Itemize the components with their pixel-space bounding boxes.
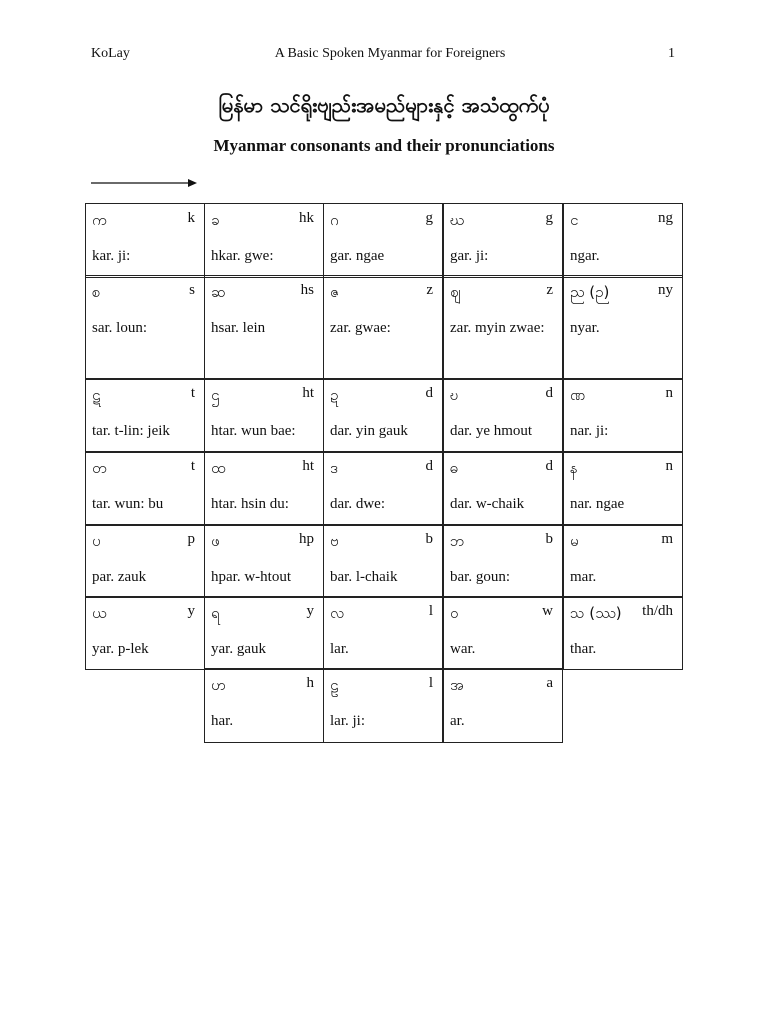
consonant-letter: ဏ (570, 386, 586, 404)
consonant-romanization: hp (299, 531, 314, 547)
consonant-name: gar. ngae (330, 248, 385, 264)
consonant-romanization: k (187, 210, 195, 226)
consonant-letter: မ (570, 532, 579, 550)
consonant-romanization: g (545, 210, 553, 226)
consonant-cell (204, 378, 324, 453)
consonant-cell (563, 378, 683, 453)
consonant-letter: င (570, 211, 579, 229)
consonant-romanization: p (187, 531, 195, 547)
consonant-letter: ဒ (330, 459, 338, 477)
consonant-name: tar. t-lin: jeik (92, 423, 170, 439)
consonant-name: dar. ye hmout (450, 423, 533, 439)
consonant-cell (323, 668, 443, 743)
page-number: 1 (668, 46, 675, 61)
consonant-romanization: hs (300, 282, 314, 298)
consonant-name: bar. goun: (450, 569, 510, 585)
consonant-romanization: z (546, 282, 553, 298)
consonant-letter: လ (330, 604, 345, 622)
consonant-letter: ဗ (330, 532, 339, 550)
consonant-name: htar. wun bae: (211, 423, 296, 439)
consonant-romanization: s (189, 282, 195, 298)
consonant-cell (443, 524, 563, 598)
consonant-cell (443, 275, 563, 380)
consonant-letter: အ (450, 676, 464, 694)
consonant-name: tar. wun: bu (92, 496, 164, 512)
consonant-romanization: n (665, 385, 673, 401)
consonant-name: nyar. (570, 320, 600, 336)
consonant-cell (563, 524, 683, 598)
consonant-romanization: d (545, 385, 553, 401)
right-arrow-icon (91, 177, 199, 189)
consonant-romanization: l (428, 675, 433, 691)
consonant-name: kar. ji: (92, 248, 131, 264)
consonant-cell (85, 596, 205, 670)
consonant-romanization: d (545, 458, 553, 474)
consonant-name: zar. gwae: (330, 320, 391, 336)
consonant-name: lar. (330, 641, 349, 657)
consonant-name: yar. gauk (211, 641, 266, 657)
consonant-letter: ဓ (450, 459, 459, 477)
consonant-letter: ဝ (450, 604, 459, 622)
consonant-name: htar. hsin du: (211, 496, 289, 512)
consonant-romanization: d (425, 458, 433, 474)
consonant-letter: ခ (211, 211, 220, 229)
consonant-romanization: b (545, 531, 553, 547)
consonant-letter: က (92, 211, 107, 229)
consonant-romanization: hk (299, 210, 314, 226)
consonant-romanization: ht (302, 458, 314, 474)
consonant-romanization: th/dh (642, 603, 673, 619)
header-book-title: A Basic Spoken Myanmar for Foreigners (274, 46, 506, 61)
consonant-cell (323, 596, 443, 670)
consonant-cell (204, 524, 324, 598)
consonant-name: ar. (450, 713, 465, 729)
consonant-name: sar. loun: (92, 320, 147, 336)
consonant-letter: ဃ (450, 211, 465, 229)
consonant-cell (443, 378, 563, 453)
consonant-name: har. (211, 713, 234, 729)
consonant-cell (85, 378, 205, 453)
consonant-letter: ယ (92, 604, 107, 622)
consonant-cell (563, 275, 683, 380)
consonant-romanization: t (190, 385, 195, 401)
consonant-romanization: h (306, 675, 314, 691)
consonant-romanization: t (190, 458, 195, 474)
consonant-name: mar. (570, 569, 597, 585)
consonant-name: dar. dwe: (330, 496, 385, 512)
consonant-cell (443, 203, 563, 278)
consonant-name: gar. ji: (450, 248, 489, 264)
consonant-letter: ဆ (211, 283, 226, 301)
consonant-romanization: w (542, 603, 553, 619)
consonant-name: ngar. (570, 248, 600, 264)
consonant-letter: ဍ (330, 386, 339, 404)
consonant-name: nar. ngae (570, 496, 625, 512)
consonant-romanization: a (546, 675, 553, 691)
consonant-romanization: m (661, 531, 673, 547)
consonant-letter: ဌ (211, 386, 220, 404)
consonant-romanization: ny (658, 282, 673, 298)
consonant-name: lar. ji: (330, 713, 365, 729)
consonant-name: thar. (570, 641, 597, 657)
consonant-romanization: ng (658, 210, 673, 226)
consonant-letter: စ (92, 283, 101, 301)
consonant-cell (443, 596, 563, 670)
consonant-romanization: b (425, 531, 433, 547)
consonant-cell (323, 524, 443, 598)
consonant-letter: ဟ (211, 676, 226, 694)
consonant-letter: ဠ (330, 676, 339, 694)
consonant-name: dar. w-chaik (450, 496, 525, 512)
consonant-romanization: g (425, 210, 433, 226)
consonant-cell (204, 203, 324, 278)
consonant-letter: ဂ (330, 211, 339, 229)
consonant-romanization: ht (302, 385, 314, 401)
consonant-letter: ဖ (211, 532, 220, 550)
consonant-letter: ည (ဉ) (570, 283, 610, 301)
header-author: KoLay (91, 46, 130, 61)
consonant-letter: ဇ (330, 283, 339, 301)
consonant-cell (323, 203, 443, 278)
consonant-cell (85, 524, 205, 598)
consonant-name: nar. ji: (570, 423, 609, 439)
consonant-romanization: y (306, 603, 314, 619)
consonant-letter: ဎ (450, 386, 459, 404)
consonant-name: war. (450, 641, 476, 657)
consonant-romanization: d (425, 385, 433, 401)
consonant-romanization: y (187, 603, 195, 619)
consonant-name: hpar. w-htout (211, 569, 291, 585)
consonant-cell (443, 668, 563, 743)
consonant-letter: တ (92, 459, 107, 477)
consonant-name: par. zauk (92, 569, 147, 585)
consonant-cell (563, 451, 683, 526)
consonant-cell (204, 275, 324, 380)
consonant-cell (85, 275, 205, 380)
consonant-cell (85, 203, 205, 278)
consonant-letter: န (570, 459, 578, 477)
consonant-cell (563, 596, 683, 670)
consonant-letter: သ (ဿ) (570, 604, 622, 622)
consonant-cell (323, 275, 443, 380)
consonant-letter: ပ (92, 532, 101, 550)
consonant-letter: ဈ (450, 283, 461, 301)
page-title-myanmar: မြန်မာ သင်ရိုးဗျည်းအမည်များနှင့် အသံထွက်ပုံ (218, 93, 550, 117)
consonant-name: hkar. gwe: (211, 248, 274, 264)
consonant-cell (443, 451, 563, 526)
consonant-name: hsar. lein (211, 320, 266, 336)
consonant-cell (323, 451, 443, 526)
consonant-cell (85, 451, 205, 526)
consonant-romanization: z (426, 282, 433, 298)
consonant-letter: ရ (211, 604, 220, 622)
consonant-name: bar. l-chaik (330, 569, 398, 585)
consonant-cell (563, 203, 683, 278)
consonant-letter: ထ (211, 459, 226, 477)
consonant-name: zar. myin zwae: (450, 320, 545, 336)
consonant-romanization: n (665, 458, 673, 474)
consonant-name: yar. p-lek (92, 641, 149, 657)
consonant-cell (204, 451, 324, 526)
consonant-letter: ဘ (450, 532, 465, 550)
consonant-name: dar. yin gauk (330, 423, 408, 439)
consonant-letter: ဋ (92, 386, 101, 404)
page-title-english: Myanmar consonants and their pronunciations (213, 136, 555, 155)
consonant-cell (204, 596, 324, 670)
consonant-cell (323, 378, 443, 453)
consonant-cell (204, 668, 324, 743)
consonant-romanization: l (428, 603, 433, 619)
